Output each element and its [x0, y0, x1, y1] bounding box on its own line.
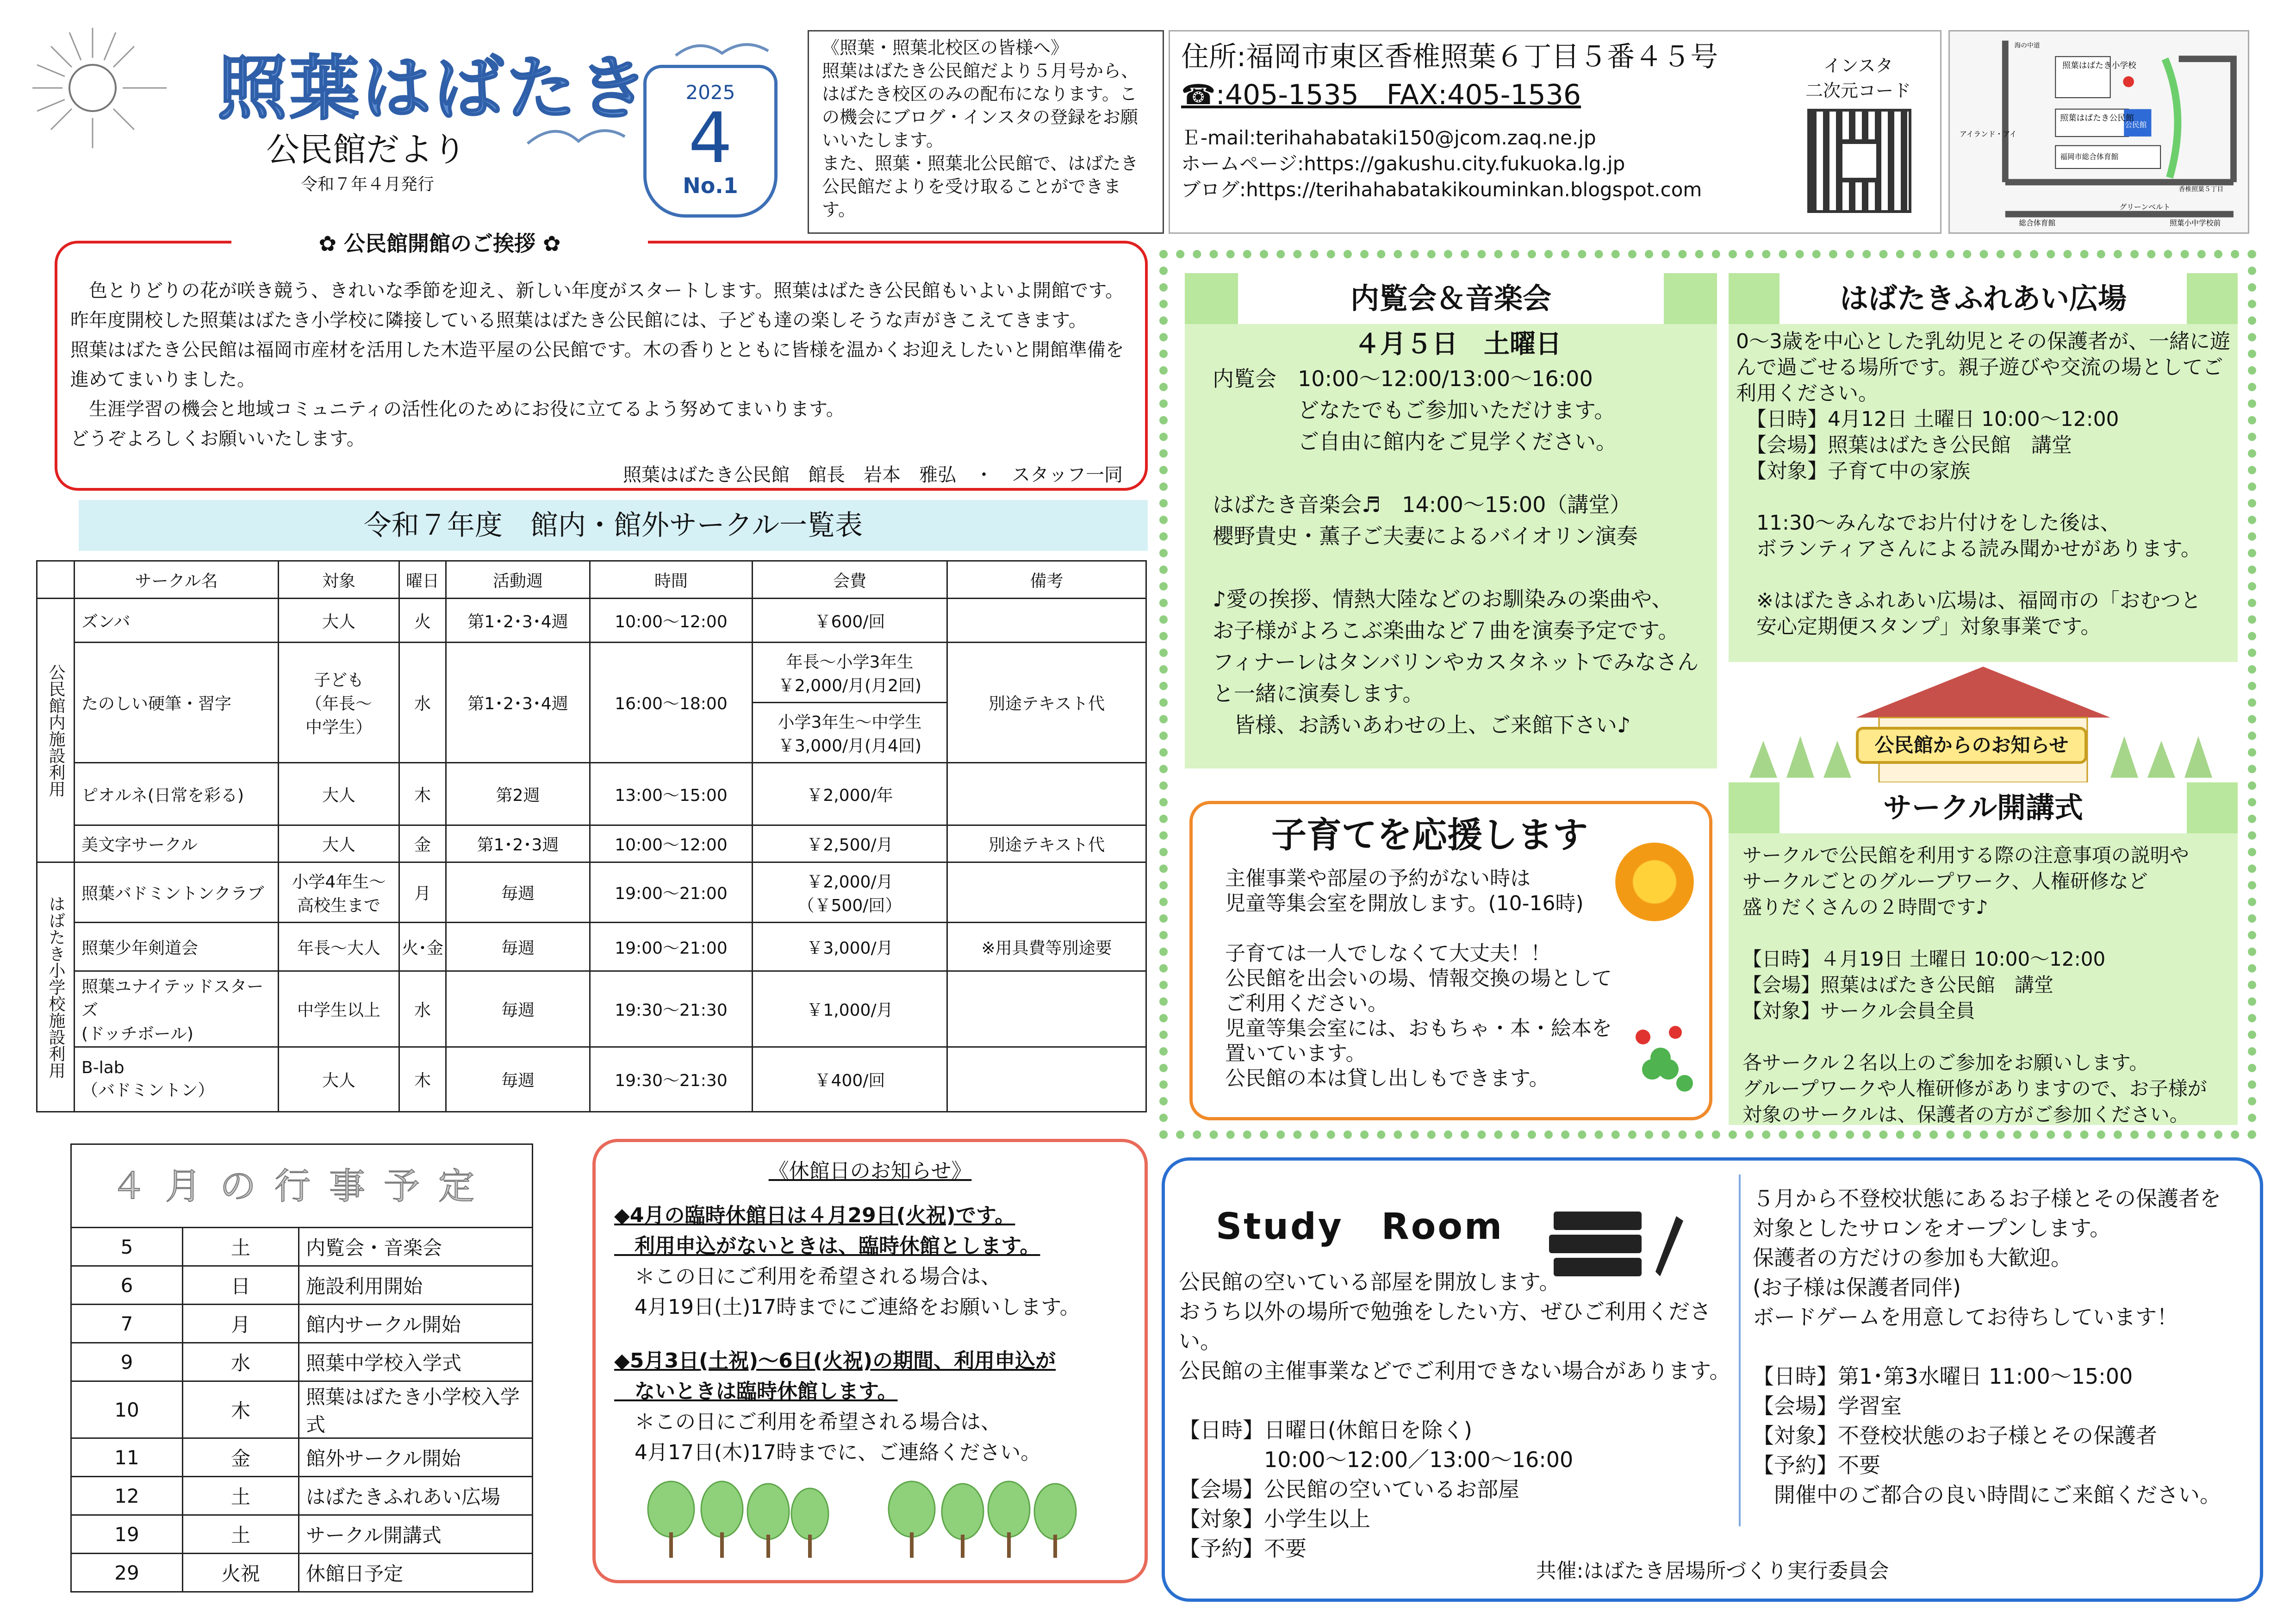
table-row [37, 1047, 1146, 1112]
opening-title [1729, 782, 2238, 833]
phone-fax: ☎:405-1535 FAX:405-1536 [1181, 79, 1581, 111]
circle-note: 別途テキスト代 [947, 643, 1146, 763]
table-row [71, 1343, 533, 1381]
schedule-dow: 月 [183, 1305, 299, 1343]
circle-note [947, 763, 1146, 825]
schedule-dow: 土 [183, 1515, 299, 1554]
circle-fee: ￥2,000/月 （￥500/回） [753, 862, 947, 923]
circle-note: ※用具費等別途要 [947, 923, 1146, 971]
circle-week: 第1･2･3･4週 [446, 643, 590, 763]
schedule-date: 9 [71, 1343, 183, 1381]
tree-illustration [643, 1472, 1106, 1560]
blog-link[interactable]: ブログ:https://terihahabatakikouminkan.blogspot.com [1181, 178, 1702, 201]
circle-name: 照葉バドミントンクラブ [75, 862, 279, 923]
table-row [71, 1266, 533, 1305]
circle-fee: ￥3,000/月 [753, 923, 947, 971]
circle-week: 毎週 [446, 1047, 590, 1112]
table-row [37, 643, 1146, 703]
table-row [37, 971, 1146, 1047]
circle-day: 月 [399, 862, 446, 923]
schedule-event: 照葉中学校入学式 [299, 1343, 533, 1381]
greeting-title: ✿ 公民館開館のご挨拶 ✿ [231, 227, 648, 257]
column-header: 曜日 [399, 561, 446, 599]
circle-week: 第1･2･3週 [446, 825, 590, 862]
circle-day: 金 [399, 825, 446, 862]
circle-time: 19:30～21:30 [590, 971, 753, 1047]
schedule-dow: 火祝 [183, 1554, 299, 1592]
fureai-panel [1729, 273, 2238, 662]
circle-name: たのしい硬筆・習字 [75, 643, 279, 763]
circle-week: 第2週 [446, 763, 590, 825]
openhouse-text: 内覧会 10:00～12:00/13:00～16:00 どなたでもご参加いただけます。 ご自由に館内をご見学ください。 はばたき音楽会♬ 14:00～15:00（講堂） 櫻野貴史・薫子ご夫妻によるバイオリン演奏 ♪愛の挨拶、情熱大陸などのお馴染みの楽曲や、 お子様がよろこぶ楽曲など７曲を演奏予定です。 フィナーレはタンバリンやカスタネットでみなさん と一緒に演奏します。 皆様、お誘いあわせの上、ご来館下さい♪ [1213, 366, 1699, 737]
closed-title: 《休館日のお知らせ》 [768, 1159, 972, 1183]
circle-name: 照葉ユナイテッドスターズ (ドッチボール) [75, 971, 279, 1047]
circle-target: 中学生以上 [279, 971, 399, 1047]
kouminkan-news-label: 公民館からのお知らせ [1856, 727, 2087, 764]
closed-item-1: ◆4月の臨時休館日は４月29日(火祝)です。 利用申込がないときは、臨時休館とします。 [614, 1204, 1040, 1258]
circle-day: 木 [399, 763, 446, 825]
table-row [37, 825, 1146, 862]
circle-target: 大人 [279, 1047, 399, 1112]
lion-icon [1615, 843, 1694, 921]
circle-note [947, 862, 1146, 923]
group-label-kouminkan: 公民館内施設利用 [37, 599, 75, 862]
closed-item-2: ◆5月3日(土祝)～6日(火祝)の期間、利用申込が ないときは臨時休館します。 [614, 1349, 1056, 1403]
circle-fee: ￥600/回 [753, 599, 947, 643]
circle-note [947, 1047, 1146, 1112]
circle-target: 大人 [279, 599, 399, 643]
circle-target: 大人 [279, 763, 399, 825]
schedule-date: 6 [71, 1266, 183, 1305]
table-row [71, 1477, 533, 1515]
circle-name: ズンバ [75, 599, 279, 643]
schedule-dow: 木 [183, 1381, 299, 1438]
circle-note [947, 599, 1146, 643]
circle-time: 16:00～18:00 [590, 643, 753, 763]
bird-icon [523, 116, 629, 157]
circle-time: 19:30～21:30 [590, 1047, 753, 1112]
table-row [37, 862, 1146, 923]
circle-day: 火･金 [399, 923, 446, 971]
circle-name: ピオルネ(日常を彩る) [75, 763, 279, 825]
circle-target: 大人 [279, 825, 399, 862]
column-header: 対象 [279, 561, 399, 599]
circle-fee: 年長～小学3年生 ￥2,000/月(月2回) [753, 643, 947, 703]
closed-item-1-note: ＊この日にご利用を希望される場合は、 4月19日(土)17時までにご連絡をお願いします。 [634, 1265, 1080, 1319]
schedule-event: 照葉はばたき小学校入学式 [299, 1381, 533, 1438]
opening-title-text: サークル開講式 [1780, 782, 2187, 833]
map-label-gym-stop: 総合体育館 [2019, 219, 2056, 228]
circle-table [36, 560, 1147, 1112]
closed-item-2-note: ＊この日にご利用を希望される場合は、 4月17日(木)17時までに、ご連絡ください。 [634, 1410, 1041, 1464]
opening-ceremony-panel [1729, 782, 2238, 1125]
opening-greeting [55, 241, 1148, 491]
study-room-sponsor: 共催:はばたき居場所づくり実行委員会 [1536, 1559, 1889, 1583]
circle-week: 毎週 [446, 923, 590, 971]
schedule-event: サークル開講式 [299, 1515, 533, 1554]
circle-name: B-lab （バドミントン） [75, 1047, 279, 1112]
circle-time: 19:00～21:00 [590, 862, 753, 923]
group-label-school: はばたき小学校施設利用 [37, 862, 75, 1112]
openhouse-title-text: 内覧会＆音楽会 [1238, 273, 1664, 324]
map-label-island-eye: アイランド・アイ [1960, 129, 2017, 138]
schedule-event: 休館日予定 [299, 1554, 533, 1592]
greeting-body: 色とりどりの花が咲き競う、きれいな季節を迎え、新しい年度がスタートします。照葉はばたき公民館もいよいよ開館です。 昨年度開校した照葉はばたき小学校に隣接している照葉はばたき公民館には、子ども達の楽しそうな声がきこえてきます。 照葉はばたき公民館は福岡市産材を活用した木造平屋の公民館です。木の香りとともに皆様を温かくお迎えしたいと開館準備を進めてまいりました。 生涯学習の機会と地域コミュニティの活性化のためにお役に立てるよう努めてまいります。 どうぞよろしくお願いいたします。 [70, 280, 1124, 450]
map-label-uminonakamichi: 海の中道 [2014, 42, 2040, 50]
newsletter-subtitle: 公民館だより [266, 130, 467, 169]
map-label-school-stop: 照葉小中学校前 [2169, 219, 2221, 228]
openhouse-date: ４月５日 土曜日 [1354, 329, 1562, 359]
schedule-dow: 水 [183, 1343, 299, 1381]
schedule-table [70, 1227, 533, 1593]
circle-fee: ￥2,500/月 [753, 825, 947, 862]
table-row [71, 1554, 533, 1592]
table-row [71, 1515, 533, 1554]
circle-list-title: 令和７年度 館内・館外サークル一覧表 [79, 500, 1148, 551]
circle-time: 10:00～12:00 [590, 825, 753, 862]
openhouse-panel [1185, 273, 1717, 768]
greeting-signature: 照葉はばたき公民館 館長 岩本 雅弘 ・ スタッフ一同 [623, 464, 1123, 486]
distribution-notice: 《照葉・照葉北校区の皆様へ》 照葉はばたき公民館だより５月号から、はばたき校区のみの配布になります。この機会にブログ・インスタの登録をお願いいたします。 また、照葉・照葉北公民館で、はばたき公民館だよりを受け取ることができます。 [808, 30, 1164, 234]
circle-day: 水 [399, 643, 446, 763]
circle-day: 火 [399, 599, 446, 643]
table-header-row [37, 561, 1146, 599]
fureai-title-text: はばたきふれあい広場 [1780, 273, 2187, 324]
schedule-date: 19 [71, 1515, 183, 1554]
study-room-right: ５月から不登校状態にあるお子様とその保護者を 対象としたサロンをオープンします。 保護者の方だけの参加も大歓迎。 (お子様は保護者同伴) ボードゲームを用意してお待ちしています！ 【日時】第1･第3水曜日 11:00～15:00 【会場】学習室 【対象】不登校状態のお子様とその保護者 【予約】不要 開催中のご都合の良い時間にご来館ください。 [1753, 1186, 2221, 1507]
circle-fee: ￥400/回 [753, 1047, 947, 1112]
study-room-divider [1739, 1174, 1741, 1526]
circle-time: 13:00～15:00 [590, 763, 753, 825]
openhouse-title [1185, 273, 1717, 324]
schedule-event: 施設利用開始 [299, 1266, 533, 1305]
column-header-group [37, 561, 75, 599]
column-header: 時間 [590, 561, 753, 599]
column-header: 活動週 [446, 561, 590, 599]
schedule-date: 12 [71, 1477, 183, 1515]
schedule-date: 5 [71, 1228, 183, 1266]
issue-badge [643, 65, 778, 218]
fureai-title [1729, 273, 2238, 324]
column-header: 備考 [947, 561, 1146, 599]
location-map [1948, 30, 2249, 234]
circle-fee: ￥1,000/月 [753, 971, 947, 1047]
circle-target: 子ども （年長～ 中学生） [279, 643, 399, 763]
badge-year: 2025 [685, 81, 735, 104]
map-label-greenbelt: グリーンベルト [2119, 202, 2171, 212]
newsletter-title: 照葉はばたき [218, 49, 651, 129]
instagram-qr-code[interactable] [1807, 109, 1911, 213]
study-room-panel [1162, 1157, 2263, 1602]
circle-name: 美文字サークル [75, 825, 279, 862]
circle-time: 19:00～21:00 [590, 923, 753, 971]
table-row [37, 923, 1146, 971]
schedule-event: はばたきふれあい広場 [299, 1477, 533, 1515]
schedule-event: 内覧会・音楽会 [299, 1228, 533, 1266]
schedule-dow: 土 [183, 1228, 299, 1266]
table-row [37, 599, 1146, 643]
map-label-school: 照葉はばたき小学校 [2062, 61, 2136, 70]
table-row [71, 1228, 533, 1266]
table-row [37, 763, 1146, 825]
schedule-dow: 土 [183, 1477, 299, 1515]
map-label-area: 香椎照葉５丁目 [2178, 186, 2224, 194]
circle-day: 木 [399, 1047, 446, 1112]
study-room-left: 公民館の空いている部屋を開放します。 おうち以外の場所で勉強をしたい方、ぜひご利用ください。 公民館の主催事業などでご利用できない場合があります。 【日時】日曜日(休館日を除く) 10:00～12:00／13:00～16:00 【会場】公民館の空いているお部屋 【対象】小学生以上 【予約】不要 [1179, 1269, 1731, 1561]
schedule-title: ４月の行事予定 [70, 1143, 533, 1227]
schedule-date: 11 [71, 1438, 183, 1477]
circle-day: 水 [399, 971, 446, 1047]
map-label-building: 公民館 [2125, 120, 2147, 130]
circle-fee: 小学3年生～中学生 ￥3,000/月(月4回) [753, 703, 947, 763]
circle-target: 小学4年生～ 高校生まで [279, 862, 399, 923]
column-header: 会費 [753, 561, 947, 599]
map-label-gym: 福岡市総合体育館 [2060, 152, 2119, 162]
sun-illustration [19, 19, 176, 157]
bird-icon [671, 32, 773, 69]
fureai-body: 0～3歳を中心とした乳幼児とその保護者が、一緒に遊んで過ごせる場所です。親子遊びや交流の場としてご利用ください。 【日時】4月12日 土曜日 10:00～12:00 【会場】照葉はばたき公民館 講堂 【対象】子育て中の家族 11:30～みんなでお片付けをした後は、 ボランティアさんによる読み聞かせがあります。 ※はばたきふれあい広場は、福岡市の「おむつと 安心定期便スタンプ」対象事業です。 [1736, 330, 2230, 638]
badge-number: 4 [688, 98, 733, 179]
schedule-dow: 日 [183, 1266, 299, 1305]
table-row [71, 1438, 533, 1477]
table-row [71, 1305, 533, 1343]
issue-date: 令和７年４月発行 [301, 175, 435, 194]
schedule-date: 29 [71, 1554, 183, 1592]
qr-label: インスタ 二次元コード [1805, 56, 1911, 101]
circle-note [947, 971, 1146, 1047]
clover-icon [1620, 1018, 1703, 1102]
badge-issue-no: No.1 [683, 173, 738, 198]
schedule-event: 館外サークル開始 [299, 1438, 533, 1477]
schedule-event: 館内サークル開始 [299, 1305, 533, 1343]
homepage-link[interactable]: ホームページ:https://gakushu.city.fukuoka.lg.jp [1181, 152, 1625, 175]
email[interactable]: Ｅ-mail:terihahabataki150@jcom.zaq.ne.jp [1181, 126, 1596, 149]
schedule-date: 10 [71, 1381, 183, 1438]
circle-week: 毎週 [446, 862, 590, 923]
childcare-title: 子育てを応援します [1271, 814, 1588, 856]
table-row [71, 1381, 533, 1438]
kouminkan-house-illustration [1740, 657, 2226, 787]
schedule-dow: 金 [183, 1438, 299, 1477]
address: 住所:福岡市東区香椎照葉６丁目５番４５号 [1181, 41, 1718, 73]
circle-time: 10:00～12:00 [590, 599, 753, 643]
circle-fee: ￥2,000/年 [753, 763, 947, 825]
circle-week: 毎週 [446, 971, 590, 1047]
study-room-title: Study Room [1216, 1206, 1504, 1248]
map-label-kouminkan: 照葉はばたき公民館 [2060, 113, 2134, 123]
schedule-date: 7 [71, 1305, 183, 1343]
openhouse-body [1213, 329, 1703, 741]
childcare-body: 主催事業や部屋の予約がない時は 児童等集会室を開放します。(10-16時) 子育ては一人でしなくて大丈夫！！ 公民館を出会いの場、情報交換の場として ご利用ください。 児童等集会室には、おもちゃ・本・絵本を 置いています。 公民館の本は貸し出しもできます。 [1225, 867, 1612, 1090]
opening-body: サークルで公民館を利用する際の注意事項の説明や サークルごとのグループワーク、人権研修など 盛りだくさんの２時間です♪ 【日時】４月19日 土曜日 10:00～12:00 【会場】照葉はばたき公民館 講堂 【対象】サークル会員全員 各サークル２名以上のご参加をお願いします。 グループワークや人権研修がありますので、お子様が 対象のサークルは、保護者の方がご参加ください。 [1742, 844, 2207, 1126]
circle-name: 照葉少年剣道会 [75, 923, 279, 971]
circle-week: 第1･2･3･4週 [446, 599, 590, 643]
circle-target: 年長～大人 [279, 923, 399, 971]
circle-note: 別途テキスト代 [947, 825, 1146, 862]
column-header: サークル名 [75, 561, 279, 599]
